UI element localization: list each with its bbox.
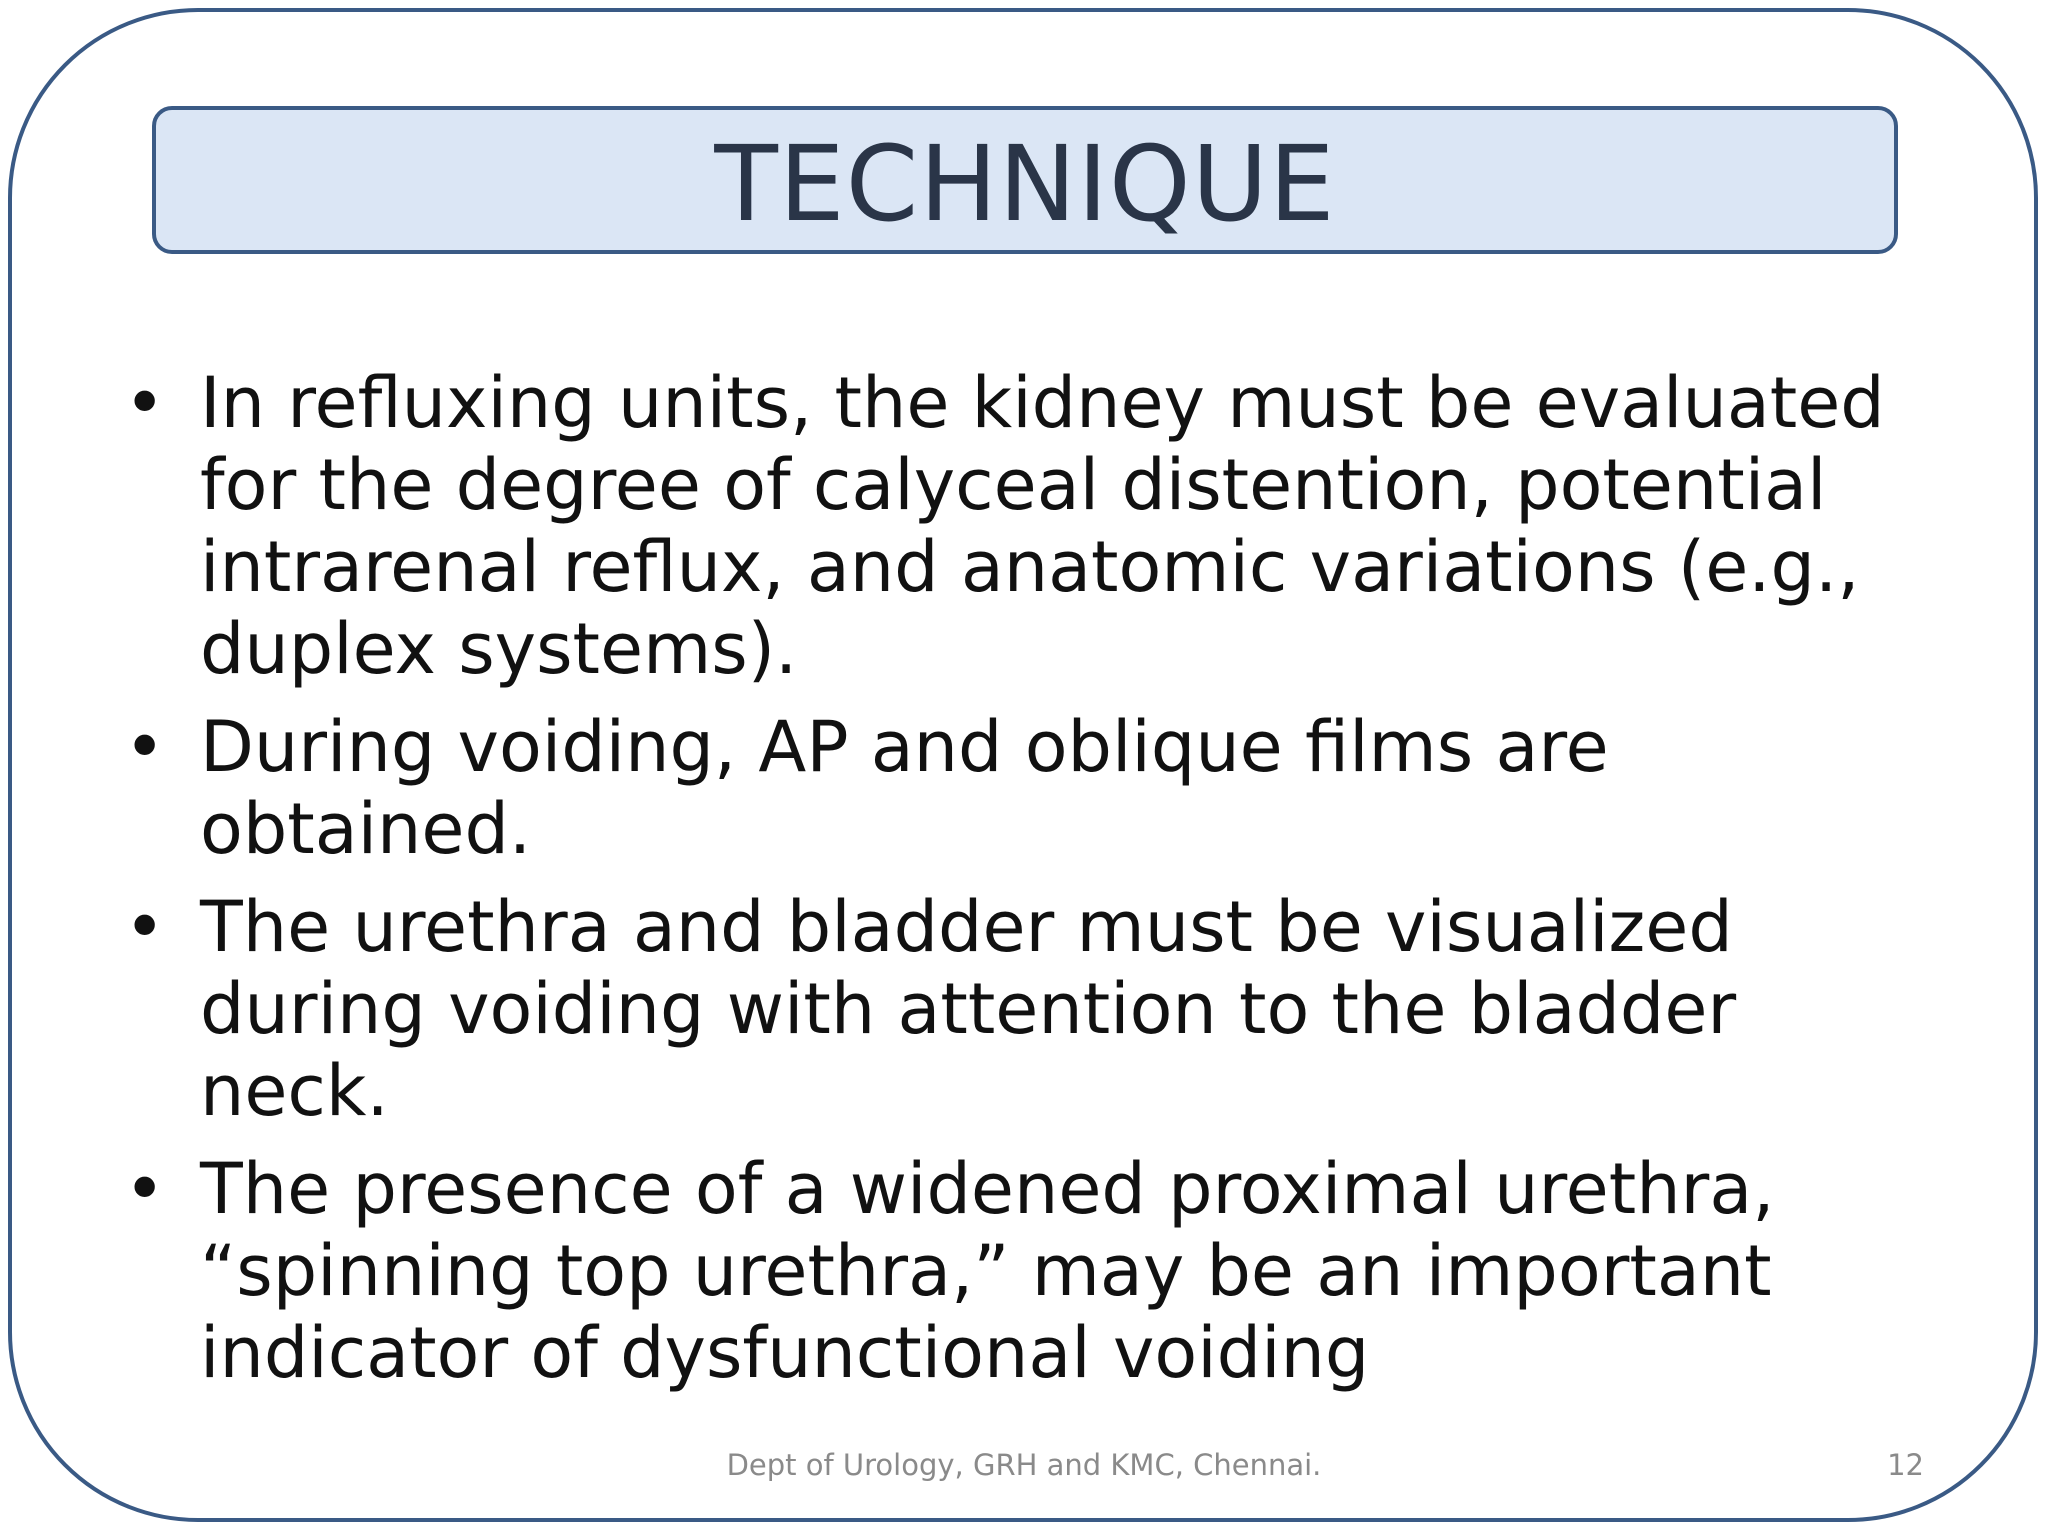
bullet-item [118, 886, 1938, 1132]
bullet-item [118, 706, 1938, 870]
bullet-text: The presence of a widened proximal urethra, “spinning top urethra,” may be an important indicator of dysfunctional voiding [200, 1148, 1775, 1394]
bullet-icon: • [124, 886, 166, 968]
bullet-icon: • [124, 1148, 166, 1230]
bullet-item [118, 362, 1938, 690]
page-number: 12 [1887, 1448, 1924, 1482]
bullet-icon: • [124, 706, 166, 788]
title-box [152, 106, 1898, 254]
bullet-text: During voiding, AP and oblique films are obtained. [200, 706, 1609, 870]
slide-footer: Dept of Urology, GRH and KMC, Chennai. [726, 1448, 1322, 1482]
bullet-text: The urethra and bladder must be visualized during voiding with attention to the bladder neck. [200, 886, 1737, 1132]
bullet-item [118, 1148, 1938, 1394]
slide-title: TECHNIQUE [714, 123, 1336, 245]
bullet-text: In refluxing units, the kidney must be evaluated for the degree of calyceal distention, potential intrarenal reflux, and anatomic variations (e.g., duplex systems). [200, 362, 1885, 690]
bullet-list [118, 362, 1938, 1410]
bullet-icon: • [124, 362, 166, 444]
